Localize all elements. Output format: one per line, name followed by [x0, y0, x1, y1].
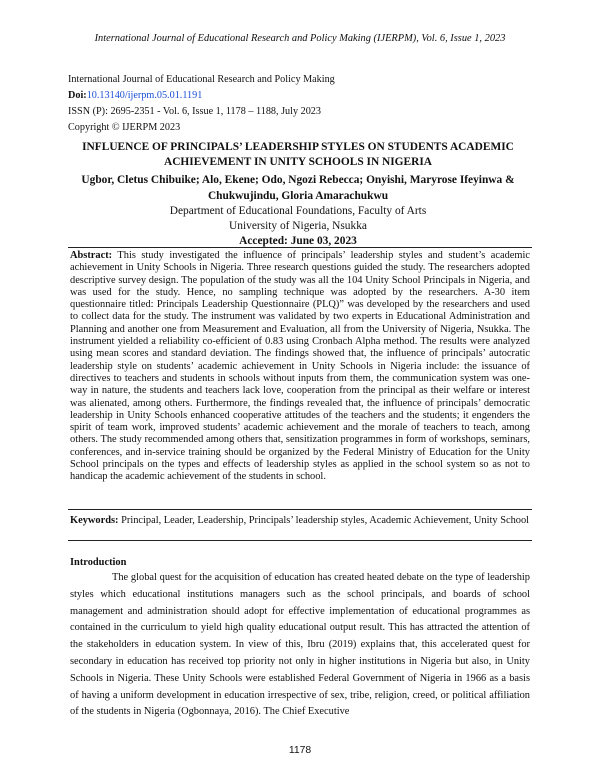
abstract-label: Abstract: — [70, 250, 113, 261]
abstract — [70, 250, 530, 484]
introduction-heading: Introduction — [70, 557, 127, 568]
journal-name: International Journal of Educational Research and Policy Making — [68, 74, 335, 85]
affiliation — [68, 204, 528, 249]
issn-line: ISSN (P): 2695-2351 - Vol. 6, Issue 1, 1178 – 1188, July 2023 — [68, 106, 321, 117]
keywords-label: Keywords: — [70, 515, 119, 526]
authors-line-1: Ugbor, Cletus Chibuike; Alo, Ekene; Odo, Ngozi Rebecca; Onyishi, Maryrose Ifeyinwa & — [81, 174, 515, 186]
running-header: International Journal of Educational Research and Policy Making (IJERPM), Vol. 6, Issue 1, 2023 — [94, 33, 506, 44]
accepted-date: Accepted: June 03, 2023 — [239, 235, 357, 247]
abstract-text: This study investigated the influence of principals’ leadership styles and student’s academic achievement in Unity Schools in Nigeria. Three research questions guided the study. The researchers adopted descriptive survey design. The population of the study was all the 104 Unity School Principals in Nigeria, and was used for the study. Hence, no sampling technique was adopted by the researchers. A-30 item questionnaire titled: Principals Leadership Questionnaire (PLQ)” was developed by the researchers and used to collect data for the study. The instrument was validated by two experts in Educational Administration and Planning and another one from Measurement and Evaluation, all from the University of Nigeria, Nsukka. The instrument yielded a reliability co-efficient of 0.83 using Cronbach Alpha method. The results were analyzed using mean scores and standard deviation. The findings showed that, the influence of principals’ autocratic leadership style on students’ academic achievement in Unity Schools in Nigeria include: the issuance of directives to teachers and students in schools without inputs from them, the communication system was one-way in nature, the students and teachers lack love, cooperation from the principal as their welfare or interest was alienated, among others. Furthermore, the findings revealed that, the influence of principals’ democratic leadership in Unity Schools enhanced cooperative attitudes of the teachers and the students; it engenders the spirit of team work, improved students’ academic achievement and the morale of teachers to teach, among others. The study recommended among others that, sensitization programmes in form of workshops, seminars, conferences, and in-service training should be organized by the Federal Ministry of Education for the Unity School principals on the types and effects of leadership styles as applied in the school system so as not to handicap the academic achievement of the students in school. — [70, 250, 530, 483]
department: Department of Educational Foundations, Faculty of Arts — [169, 205, 427, 217]
authors-line-2: Chukwujindu, Gloria Amarachukwu — [207, 190, 389, 202]
doi-link[interactable]: 10.13140/ijerpm.05.01.1191 — [86, 90, 203, 101]
doi-line — [68, 88, 335, 104]
university: University of Nigeria, Nsukka — [229, 220, 367, 232]
keywords-bottom-rule — [68, 540, 532, 541]
title-line-1: INFLUENCE OF PRINCIPALS’ LEADERSHIP STYLES ON STUDENTS ACADEMIC — [82, 141, 514, 153]
keywords — [70, 515, 530, 527]
title-line-2: ACHIEVEMENT IN UNITY SCHOOLS IN NIGERIA — [163, 156, 433, 168]
page-number: 1178 — [288, 745, 312, 756]
journal-info — [68, 72, 335, 136]
doi-label: Doi: — [68, 90, 87, 101]
article-title — [68, 140, 528, 170]
keywords-text: Principal, Leader, Leadership, Principals’ leadership styles, Academic Achievement, Unity School — [121, 515, 530, 526]
author-list — [68, 172, 528, 204]
copyright-line: Copyright © IJERPM 2023 — [68, 122, 181, 133]
keywords-top-rule — [68, 509, 532, 510]
introduction-text: The global quest for the acquisition of education has created heated debate on the type of leadership styles which educational institutions managers such as the school principals, and boards of school management and administration should adopt for effective implementation of educational programmes as contained in the curriculum to yield high quality educational output result. This has attracted the attention of the stakeholders in education system. In view of this, Ibru (2019) explains that, this accelerated quest for secondary in education has received top priority not only in higher institutions in Nigeria but also, in Unity Schools in Nigeria. These Unity Schools were established Federal Government of Nigeria in 1966 as a basis of having a uniform development in education irrespective of sex, tribe, religion, creed, or political affiliation of the students in Nigeria (Ogbonnaya, 2016). The Chief Executive — [70, 572, 530, 718]
abstract-top-rule — [68, 247, 532, 248]
